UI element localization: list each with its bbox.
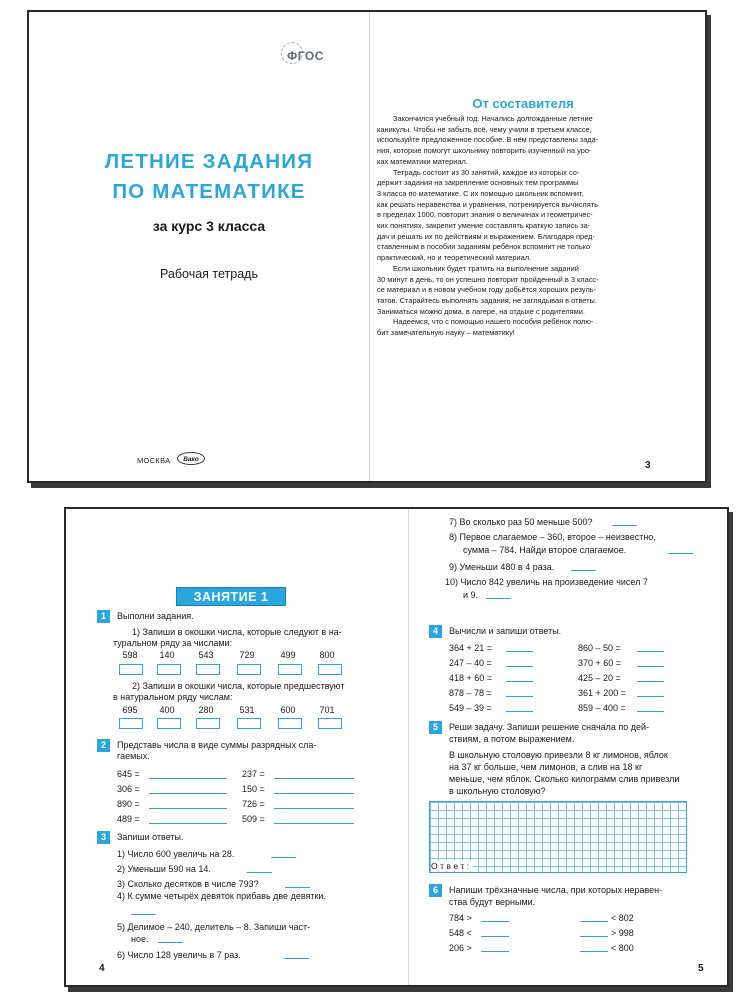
expression-label: 878 – 78 = [449, 688, 492, 698]
expression-label: 549 – 39 = [449, 703, 492, 713]
foreword-line: используйте предложенное пособие. В нём представлены зада- [377, 135, 599, 145]
answer-line[interactable] [506, 711, 533, 712]
foreword-line: каникулы. Чтобы не забыть всё, чему учили в третьем классе, [377, 124, 592, 134]
task1-a-text: 1) Запиши в окошки числа, которые следуют в на- [132, 627, 342, 637]
answer-line[interactable] [274, 778, 354, 779]
task-number-badge: 5 [429, 721, 442, 734]
task-number-badge: 4 [429, 625, 442, 638]
expression-label: 361 + 200 = [578, 688, 627, 698]
task5-problem: на 37 кг больше, чем лимонов, а слив на 18 кг [449, 762, 643, 772]
sequence-number: 598 [122, 650, 138, 660]
answer-line[interactable] [149, 808, 227, 809]
answer-line[interactable] [481, 936, 509, 937]
foreword-line: держит задания на закрепление основных тем программы [377, 178, 579, 188]
answer-line[interactable] [486, 598, 511, 599]
foreword-line: се материал и в новом учебном году добьётся хороших резуль- [377, 285, 597, 295]
foreword-line: ставленным в пособии заданиям ребёнок вспомнит не только [377, 242, 591, 252]
expression-label: 237 = [242, 769, 265, 779]
answer-line[interactable] [247, 872, 272, 873]
task5-text: Реши задачу. Запиши решение сначала по дей- [449, 722, 650, 732]
task3-item: 2) Уменьши 590 на 14. [117, 864, 211, 874]
expression-label: 306 = [117, 784, 140, 794]
book-subtitle: за курс 3 класса [152, 218, 266, 234]
fgos-logo-text: ФГОС [287, 49, 324, 63]
task3-item: 1) Число 600 увеличь на 28. [117, 849, 235, 859]
answer-line[interactable] [580, 921, 608, 922]
answer-box[interactable] [278, 718, 302, 729]
answer-line[interactable] [668, 553, 693, 554]
foreword-line: татов. Старайтесь выполнять задания, не заглядывая в ответы. [377, 295, 597, 305]
task3-item: сумма – 784. Найди второе слагаемое. [463, 545, 627, 555]
answer-box[interactable] [157, 664, 181, 675]
task5-text: ствиям, а потом выражением. [449, 734, 575, 744]
expression-label: 489 = [117, 814, 140, 824]
publisher-city: МОСКВА [137, 456, 171, 465]
foreword-line: бит замечательную науку – математику! [377, 328, 515, 338]
answer-line[interactable] [481, 921, 509, 922]
foreword-line: Если школьник будет тратить на выполнение заданий [393, 263, 579, 273]
expression-label: 418 + 60 = [449, 673, 493, 683]
inequality-label: < 800 [611, 943, 634, 953]
task5-problem: в школьную столовую? [449, 786, 546, 796]
task3-item: 5) Делимое – 240, делитель – 8. Запиши част- [117, 922, 311, 932]
inequality-label: > 998 [611, 928, 634, 938]
task3-item: ное. [131, 934, 149, 944]
page-number: 4 [99, 963, 105, 974]
answer-box[interactable] [119, 718, 143, 729]
sequence-number: 695 [122, 705, 138, 715]
sequence-number: 531 [239, 705, 255, 715]
sequence-number: 499 [280, 650, 296, 660]
task3-item: 7) Во сколько раз 50 меньше 500? [449, 517, 593, 527]
answer-line[interactable] [580, 936, 608, 937]
sequence-number: 800 [319, 650, 335, 660]
task-number-badge: 3 [97, 831, 110, 844]
task1-a-text: туральном ряду за числами: [113, 638, 233, 648]
expression-label: 859 – 400 = [578, 703, 626, 713]
foreword-line: ния, которые помогут школьнику повторить изученный на уро- [377, 146, 592, 156]
task5-problem: В школьную столовую привезли 8 кг лимонов, яблок [449, 750, 668, 760]
answer-box[interactable] [237, 664, 261, 675]
task3-item: 6) Число 128 увеличь в 7 раз. [117, 950, 241, 960]
answer-box[interactable] [318, 718, 342, 729]
foreword-heading: От составителя [472, 96, 574, 111]
expression-label: 860 – 50 = [578, 643, 621, 653]
expression-label: 150 = [242, 784, 265, 794]
page-number: 3 [645, 460, 651, 471]
expression-label: 370 + 60 = [578, 658, 622, 668]
answer-line[interactable] [506, 681, 533, 682]
foreword-line: 30 минут в день, то он успешно повторит пройденный в 3 класс- [377, 274, 599, 284]
expression-label: 364 + 21 = [449, 643, 493, 653]
answer-box[interactable] [278, 664, 302, 675]
inequality-label: 784 > [449, 913, 472, 923]
fgos-logo [279, 38, 331, 68]
answer-line[interactable] [506, 651, 533, 652]
answer-label: Ответ: [431, 861, 472, 871]
answer-line[interactable] [271, 857, 296, 858]
answer-line[interactable] [284, 958, 309, 959]
task-number-badge: 1 [97, 610, 110, 623]
foreword-line: как решать неравенства и уравнения, потренируется вычислять [377, 199, 598, 209]
publisher-logo: Вако [177, 452, 205, 465]
answer-line[interactable] [637, 681, 664, 682]
foreword-line: ких понятиях, закрепит умение составлять краткую запись за- [377, 221, 591, 231]
workbook-label: Рабочая тетрадь [160, 267, 258, 281]
sequence-number: 600 [280, 705, 296, 715]
task1-b-text: 2) Запиши в окошки числа, которые предшествуют [132, 681, 345, 691]
lesson-spread [64, 507, 729, 987]
answer-line[interactable] [274, 793, 354, 794]
foreword-line: дач и решать их по действиям и выражением. Благодаря пред- [377, 231, 595, 241]
task1-b-text: в натуральном ряду числам: [113, 692, 233, 702]
cover-spread [27, 10, 707, 483]
answer-line[interactable] [274, 808, 354, 809]
sequence-number: 400 [159, 705, 175, 715]
answer-line[interactable] [149, 778, 227, 779]
answer-box[interactable] [196, 664, 220, 675]
task3-item: и 9. [463, 590, 479, 600]
answer-line[interactable] [612, 525, 637, 526]
answer-line[interactable] [131, 914, 156, 915]
foreword-line: Закончился учебный год. Начались долгожданные летние [393, 114, 593, 123]
answer-line[interactable] [637, 651, 664, 652]
inequality-label: 548 < [449, 928, 472, 938]
task4-title: Вычисли и запиши ответы. [449, 626, 562, 636]
answer-line[interactable] [506, 696, 533, 697]
task6-text: Напиши трёхзначные числа, при которых неравен- [449, 885, 663, 895]
task-number-badge: 6 [429, 884, 442, 897]
answer-line[interactable] [637, 711, 664, 712]
foreword-line: Надеемся, что с помощью нашего пособия ребёнок полю- [393, 317, 594, 327]
page-fold [408, 509, 409, 985]
task-number-badge: 2 [97, 739, 110, 752]
task3-item: 3) Сколько десятков в числе 793? [117, 879, 259, 889]
answer-line[interactable] [158, 942, 183, 943]
expression-label: 425 – 20 = [578, 673, 621, 683]
foreword-line: в пределах 1000, повторит знания о величинах и геометричес- [377, 210, 593, 220]
answer-box[interactable] [318, 664, 342, 675]
task3-title: Запиши ответы. [117, 832, 184, 842]
task6-text: ства будут верными. [449, 897, 536, 907]
sequence-number: 701 [319, 705, 335, 715]
sequence-number: 140 [159, 650, 175, 660]
task5-problem: меньше, чем яблок. Сколько килограмм слив привезли [449, 774, 680, 784]
task3-item: 8) Первое слагаемое – 360, второе – неизвестно, [449, 532, 656, 542]
book-title-line2: ПО МАТЕМАТИКЕ [112, 180, 306, 203]
foreword-line: Тетрадь состоит из 30 занятий, каждое из которых со- [393, 167, 580, 177]
task3-item: 10) Число 842 увеличь на произведение чисел 7 [445, 577, 648, 587]
answer-box[interactable] [157, 718, 181, 729]
task1-title: Выполни задания. [117, 611, 194, 621]
foreword-line: 3 класса по математике. С их помощью школьник вспомнит, [377, 188, 584, 198]
answer-line[interactable] [571, 570, 596, 571]
answer-line[interactable] [506, 666, 533, 667]
task2-text: гаемых. [117, 751, 150, 761]
answer-line[interactable] [481, 951, 509, 952]
expression-label: 509 = [242, 814, 265, 824]
foreword-line: Заниматься можно дома, в лагере, на отдыхе с родителями. [377, 306, 585, 316]
book-title-line1: ЛЕТНИЕ ЗАДАНИЯ [104, 150, 314, 173]
answer-line[interactable] [274, 823, 354, 824]
answer-box[interactable] [237, 718, 261, 729]
inequality-label: 206 > [449, 943, 472, 953]
expression-label: 890 = [117, 799, 140, 809]
task3-item: 9) Уменьши 480 в 4 раза. [449, 562, 555, 572]
foreword-text [377, 114, 669, 339]
answer-line[interactable] [580, 951, 608, 952]
sequence-number: 729 [239, 650, 255, 660]
expression-label: 726 = [242, 799, 265, 809]
foreword-line: практический, но и теоретический материал. [377, 253, 532, 263]
task3-item: 4) К сумме четырёх девяток прибавь две девятки. [117, 891, 326, 901]
expression-label: 247 – 40 = [449, 658, 492, 668]
answer-line[interactable] [149, 823, 227, 824]
page-fold [369, 12, 370, 481]
foreword-line: ках математики материал. [377, 156, 468, 166]
answer-box[interactable] [119, 664, 143, 675]
answer-line[interactable] [637, 666, 664, 667]
answer-line[interactable] [149, 793, 227, 794]
answer-line[interactable] [285, 887, 310, 888]
lesson-title: ЗАНЯТИЕ 1 [176, 587, 286, 606]
answer-line[interactable] [637, 696, 664, 697]
expression-label: 645 = [117, 769, 140, 779]
sequence-number: 280 [198, 705, 214, 715]
page-number: 5 [698, 963, 704, 974]
task2-text: Представь числа в виде суммы разрядных сла- [117, 740, 317, 750]
inequality-label: < 802 [611, 913, 634, 923]
answer-box[interactable] [196, 718, 220, 729]
sequence-number: 543 [198, 650, 214, 660]
